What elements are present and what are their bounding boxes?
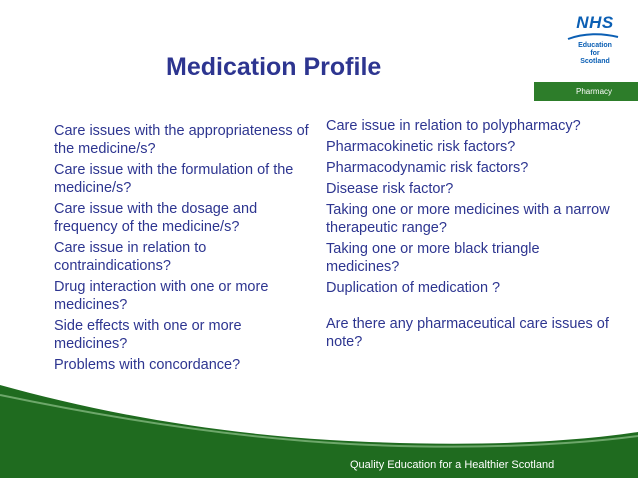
logo-line-3: Scotland	[580, 58, 610, 65]
logo-swoosh-icon	[566, 33, 620, 41]
nhs-wordmark: NHS	[576, 13, 614, 32]
logo-line-1: Education	[578, 42, 612, 49]
list-item: Care issue in relation to polypharmacy?	[326, 118, 581, 134]
page-title: Medication Profile	[166, 53, 382, 81]
list-item: Drug interaction with one or more medicines?	[54, 279, 269, 313]
list-item: Duplication of medication ?	[326, 280, 501, 296]
list-item: Taking one or more medicines with a narrow therapeutic range?	[326, 202, 610, 236]
list-item: Care issue with the dosage and frequency of the medicine/s?	[54, 201, 258, 235]
list-item: Care issues with the appropriateness of the medicine/s?	[54, 123, 309, 157]
list-item: Care issue with the formulation of the medicine/s?	[54, 162, 294, 196]
footer-tagline: Quality Education for a Healthier Scotland	[350, 459, 555, 471]
list-item: Taking one or more black triangle medicines?	[326, 241, 540, 275]
right-column-list	[326, 117, 616, 354]
list-item: Care issue in relation to contraindications?	[54, 240, 207, 274]
pharmacy-banner	[534, 82, 638, 101]
list-item: Problems with concordance?	[54, 357, 241, 373]
list-item: Disease risk factor?	[326, 181, 454, 197]
logo-line-2: for	[590, 50, 600, 57]
left-column-list	[54, 122, 316, 377]
list-item: Are there any pharmaceutical care issues of note?	[326, 316, 609, 350]
list-item: Side effects with one or more medicines?	[54, 318, 242, 352]
list-item: Pharmacokinetic risk factors?	[326, 139, 516, 155]
list-item: Pharmacodynamic risk factors?	[326, 160, 529, 176]
pharmacy-label: Pharmacy	[576, 87, 613, 96]
nhs-logo	[560, 14, 630, 74]
